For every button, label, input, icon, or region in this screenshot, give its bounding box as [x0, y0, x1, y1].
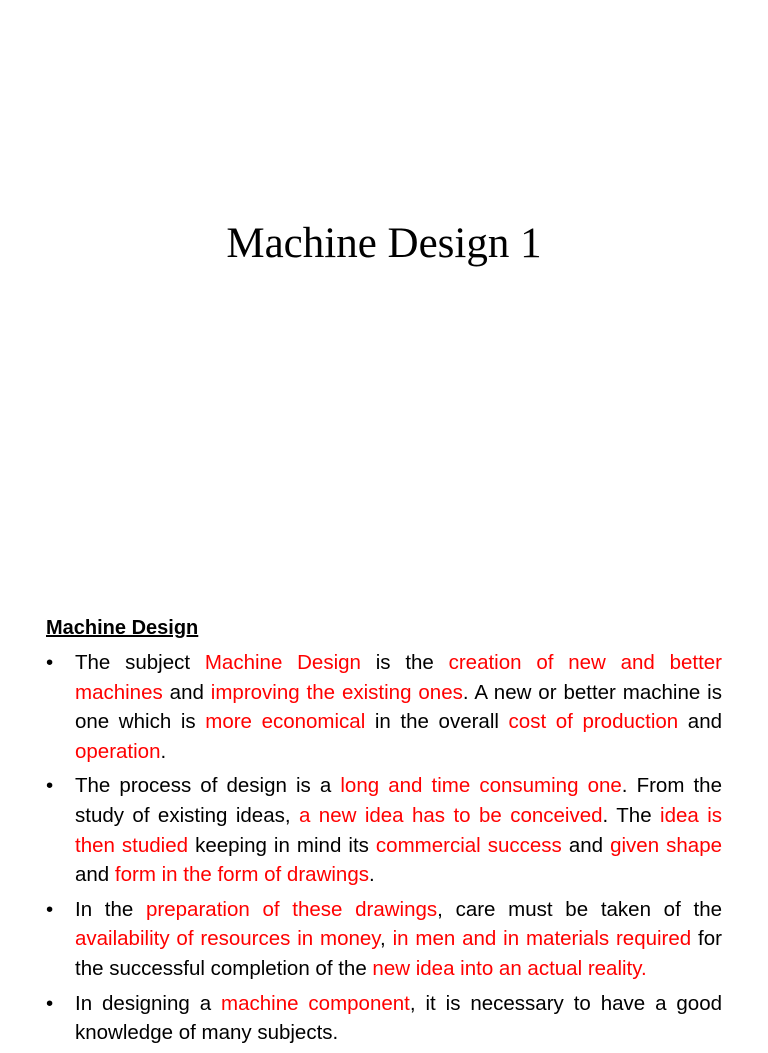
- content-slide: [0, 600, 768, 1045]
- bullet-item: [46, 989, 722, 1048]
- bullet-item: [46, 895, 722, 984]
- highlighted-phrase: operation: [75, 739, 161, 763]
- text-run: and: [561, 833, 611, 857]
- highlighted-phrase: commercial success: [375, 833, 562, 857]
- highlighted-phrase: form in the form of drawings: [114, 863, 369, 887]
- bullet-list: [46, 648, 722, 1053]
- highlighted-phrase: more economical: [205, 710, 366, 734]
- highlighted-phrase: given shape: [610, 833, 722, 857]
- section-heading: Machine Design: [46, 617, 199, 639]
- text-run: . A new or better machine is one which is: [75, 680, 722, 734]
- text-run: is the: [360, 651, 449, 674]
- highlighted-phrase: preparation of these drawings: [146, 897, 438, 921]
- text-run: .: [160, 739, 167, 763]
- text-run: keeping in mind its: [188, 833, 376, 857]
- text-run: in the overall: [365, 710, 509, 734]
- highlighted-phrase: long and time consuming one: [340, 774, 622, 798]
- highlighted-phrase: idea is then studied: [75, 803, 723, 857]
- highlighted-phrase: new idea into an actual reality.: [372, 956, 647, 980]
- highlighted-phrase: improving the existing ones: [210, 680, 463, 704]
- text-run: for the successful completion of the: [75, 927, 722, 980]
- text-run: . The: [602, 803, 661, 827]
- bullet-dot-icon: •: [46, 991, 54, 1015]
- bullet-dot-icon: •: [46, 897, 54, 921]
- text-run: and: [162, 680, 211, 704]
- text-run: and: [75, 863, 115, 887]
- highlighted-phrase: Machine Design: [204, 651, 361, 674]
- highlighted-phrase: a new idea has to be conceived: [298, 803, 603, 827]
- text-run: , it is necessary to have a good knowledge of many subjects.: [75, 991, 722, 1045]
- text-run: In the: [75, 897, 147, 921]
- highlighted-phrase: machine component: [221, 991, 410, 1015]
- text-run: .: [368, 863, 375, 887]
- bullet-dot-icon: •: [46, 774, 54, 798]
- highlighted-phrase: availability of resources in money: [75, 927, 381, 951]
- highlighted-phrase: creation of new and better machines: [75, 651, 723, 704]
- text-run: In designing a: [75, 991, 222, 1015]
- text-run: , care must be taken of the: [437, 897, 722, 921]
- bullet-dot-icon: •: [46, 651, 54, 674]
- text-run: The subject: [75, 651, 205, 674]
- text-run: and: [678, 710, 723, 734]
- text-run: . From the study of existing ideas,: [75, 774, 722, 827]
- bullet-item: [46, 648, 722, 766]
- text-run: The process of design is a: [75, 774, 341, 798]
- slide-title: Machine Design 1: [226, 220, 542, 267]
- text-run: ,: [380, 927, 393, 951]
- bullet-item: [46, 771, 722, 889]
- highlighted-phrase: in men and in materials required: [392, 927, 692, 951]
- highlighted-phrase: cost of production: [508, 710, 679, 734]
